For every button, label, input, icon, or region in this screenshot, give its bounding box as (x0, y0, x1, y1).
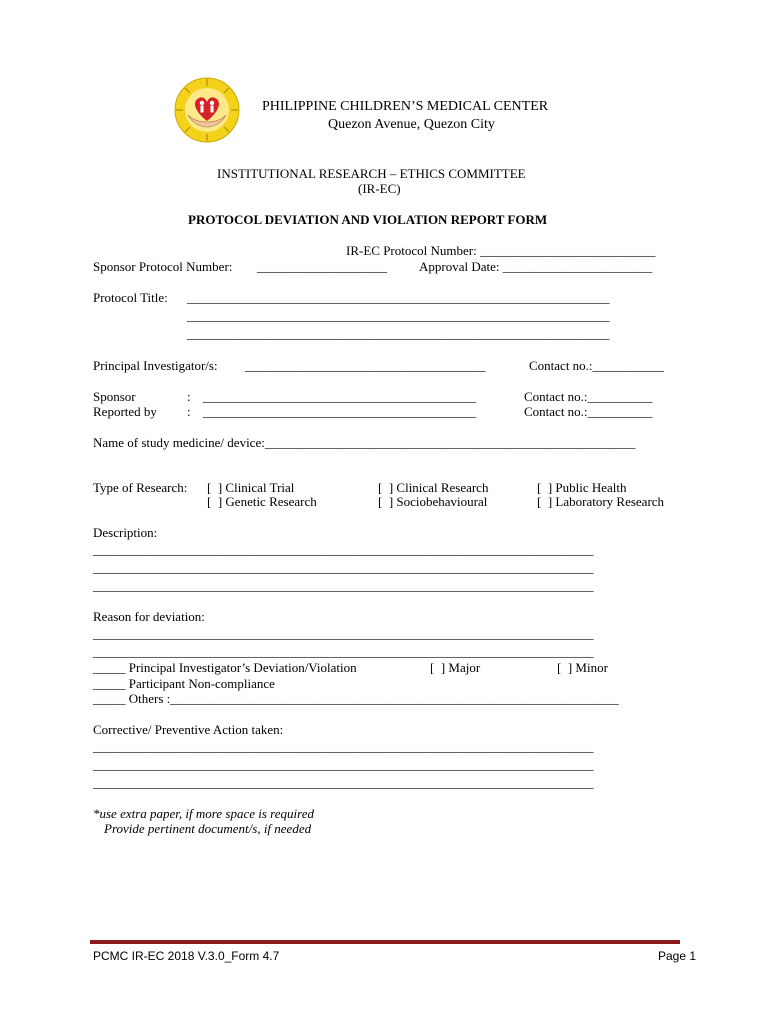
committee-name: INSTITUTIONAL RESEARCH – ETHICS COMMITTEE (217, 166, 526, 181)
pi-label: Principal Investigator/s: (93, 358, 218, 373)
checkbox-public-health[interactable]: [ ] Public Health (537, 480, 627, 495)
pi-violation-option[interactable]: _____ Principal Investigator’s Deviation/Violation (93, 660, 357, 675)
description-line[interactable]: _____________________________________________________________________________ (93, 578, 594, 593)
reason-label: Reason for deviation: (93, 609, 205, 624)
reason-line[interactable]: _____________________________________________________________________________ (93, 644, 594, 659)
approval-date-field[interactable]: Approval Date: _______________________ (419, 259, 653, 274)
study-medicine-field[interactable]: Name of study medicine/ device:_________________________________________________________ (93, 435, 636, 450)
participant-noncompliance-option[interactable]: _____ Participant Non-compliance (93, 676, 275, 691)
reason-line[interactable]: _____________________________________________________________________________ (93, 626, 594, 641)
sponsor-field[interactable]: __________________________________________ (203, 389, 476, 404)
note-extra-paper: *use extra paper, if more space is required (93, 806, 314, 821)
sponsor-colon: : (187, 389, 191, 404)
sponsor-protocol-number-label: Sponsor Protocol Number: (93, 259, 233, 274)
reported-by-colon: : (187, 404, 191, 419)
form-title: PROTOCOL DEVIATION AND VIOLATION REPORT FORM (188, 212, 548, 227)
committee-abbr: (IR-EC) (358, 181, 401, 196)
description-line[interactable]: _____________________________________________________________________________ (93, 542, 594, 557)
footer-page-number: Page 1 (658, 949, 697, 963)
footer-rule (90, 940, 680, 944)
note-pertinent-docs: Provide pertinent document/s, if needed (104, 821, 312, 836)
description-line[interactable]: _____________________________________________________________________________ (93, 560, 594, 575)
description-label: Description: (93, 525, 158, 540)
reported-by-label: Reported by (93, 404, 157, 419)
others-option[interactable]: _____ Others :_____________________________________________________________________ (93, 691, 619, 706)
reported-by-field[interactable]: __________________________________________ (203, 404, 476, 419)
protocol-title-label: Protocol Title: (93, 290, 168, 305)
footer-form-code: PCMC IR-EC 2018 V.3.0_Form 4.7 (93, 949, 280, 963)
checkbox-genetic-research[interactable]: [ ] Genetic Research (207, 494, 317, 509)
corrective-line[interactable]: _____________________________________________________________________________ (93, 775, 594, 790)
protocol-title-line[interactable]: _________________________________________________________________ (187, 326, 610, 341)
pcmc-logo-icon (174, 77, 240, 143)
corrective-label: Corrective/ Preventive Action taken: (93, 722, 284, 737)
checkbox-laboratory-research[interactable]: [ ] Laboratory Research (537, 494, 665, 509)
pi-field[interactable]: _____________________________________ (245, 358, 486, 373)
protocol-title-line[interactable]: _________________________________________________________________ (187, 290, 610, 305)
org-address: Quezon Avenue, Quezon City (328, 117, 495, 132)
checkbox-sociobehavioural[interactable]: [ ] Sociobehavioural (378, 494, 488, 509)
checkbox-major[interactable]: [ ] Major (430, 660, 481, 675)
sponsor-label: Sponsor (93, 389, 136, 404)
checkbox-minor[interactable]: [ ] Minor (557, 660, 608, 675)
checkbox-clinical-trial[interactable]: [ ] Clinical Trial (207, 480, 295, 495)
corrective-line[interactable]: _____________________________________________________________________________ (93, 757, 594, 772)
sponsor-protocol-number-field[interactable]: ____________________ (257, 259, 387, 274)
protocol-title-line[interactable]: _________________________________________________________________ (187, 308, 610, 323)
checkbox-clinical-research[interactable]: [ ] Clinical Research (378, 480, 489, 495)
sponsor-contact-field[interactable]: Contact no.:__________ (524, 389, 653, 404)
pi-contact-field[interactable]: Contact no.:___________ (529, 358, 665, 373)
org-name: PHILIPPINE CHILDREN’S MEDICAL CENTER (262, 99, 549, 114)
reported-by-contact-field[interactable]: Contact no.:__________ (524, 404, 653, 419)
corrective-line[interactable]: _____________________________________________________________________________ (93, 739, 594, 754)
research-type-label: Type of Research: (93, 480, 188, 495)
irec-protocol-number-field[interactable]: IR-EC Protocol Number: ___________________________ (346, 243, 656, 258)
